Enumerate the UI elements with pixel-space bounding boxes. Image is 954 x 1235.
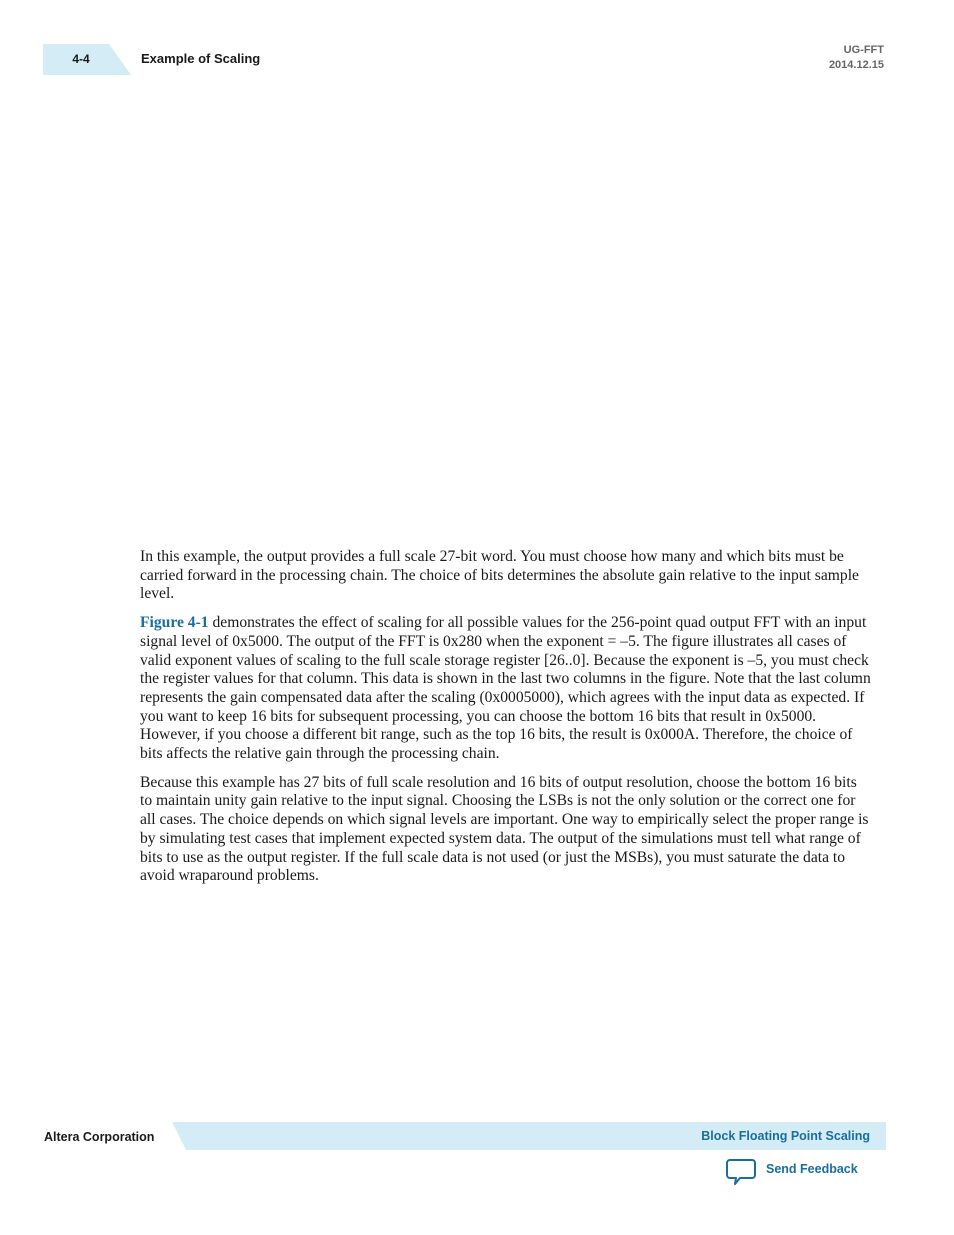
doc-id: UG-FFT <box>843 44 884 56</box>
company-name: Altera Corporation <box>44 1130 155 1144</box>
chapter-title: Block Floating Point Scaling <box>701 1129 870 1143</box>
figure-link[interactable]: Figure 4-1 <box>140 614 209 632</box>
send-feedback-label: Send Feedback <box>766 1162 858 1176</box>
doc-info <box>829 43 884 73</box>
doc-date: 2014.12.15 <box>828 59 884 71</box>
speech-bubble-icon <box>726 1158 756 1186</box>
paragraph-3: Because this example has 27 bits of full scale resolution and 16 bits of output resolution, choose the bottom 16 bits to maintain unity gain relative to the input signal. Choosing the LSBs is not the only solution or the correct one for all cases. The choice depends on which signal levels are important. One way to empirically select the proper range is by simulating test cases that implement expected system data. The output of the simulations must tell what range of bits to use as the output register. If the full scale data is not used (or just the MSBs), you must saturate the data to avoid wraparound problems. <box>140 773 869 885</box>
paragraph-1: In this example, the output provides a full scale 27-bit word. You must choose how many and which bits must be carried forward in the processing chain. The choice of bits determines the absolute gain relative to the input sample level. <box>140 548 859 603</box>
paragraph-2 <box>140 614 872 764</box>
send-feedback-link[interactable] <box>726 1158 858 1188</box>
paragraph-2-text: demonstrates the effect of scaling for all possible values for the 256-point quad output FFT with an input signal level of 0x5000. The output of the FFT is 0x280 when the exponent = –5. The figure illustrates all cases of valid exponent values of scaling to the full scale storage register [26..0]. Because the exponent is –5, you must check the register values for that column. This data is shown in the last two columns in the figure. Note that the last column represents the gain compensated data after the scaling (0x0005000), which agrees with the input data as expected. If you want to keep 16 bits for subsequent processing, you can choose the bottom 16 bits that result in 0x5000. However, if you choose a different bit range, such as the top 16 bits, the result is 0x000A. Therefore, the choice of bits affects the relative gain through the processing chain. <box>140 614 871 763</box>
page-number: 4-4 <box>72 52 90 66</box>
body-text <box>140 548 872 896</box>
section-title: Example of Scaling <box>141 51 261 66</box>
